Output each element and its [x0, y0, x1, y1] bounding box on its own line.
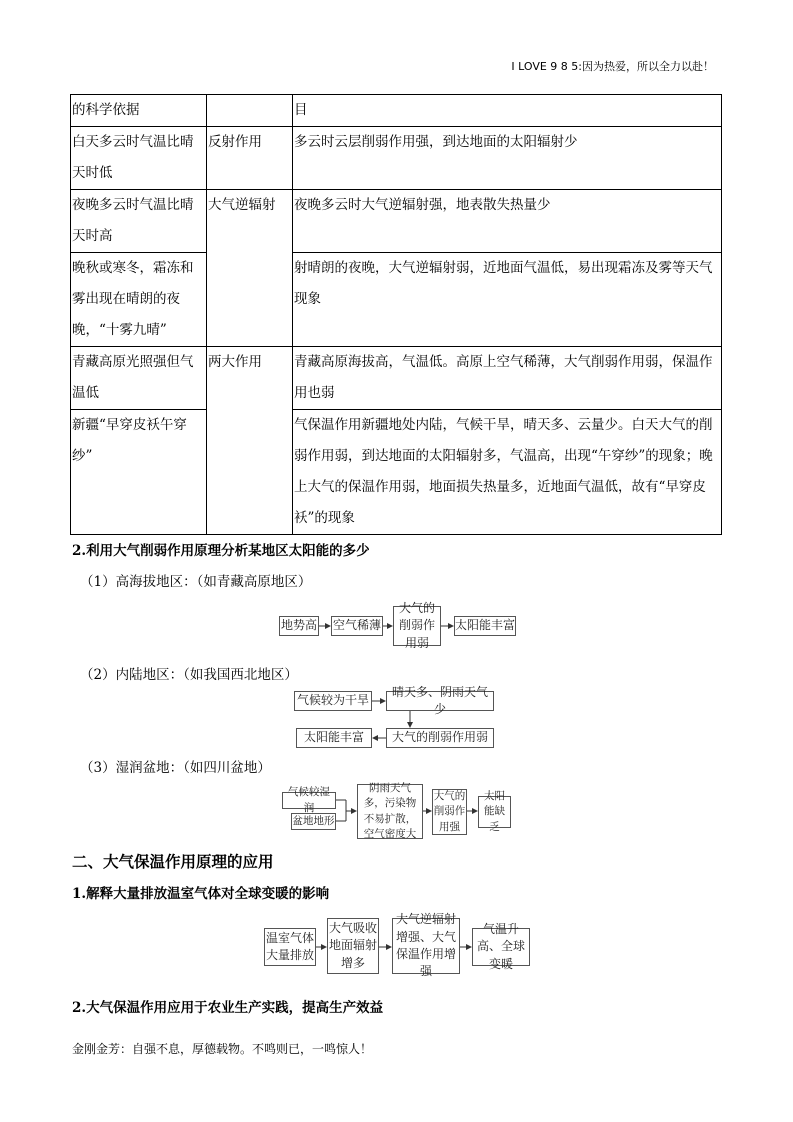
flow-box: 气温升高、全球变暖 — [472, 928, 530, 966]
flow-box: 大气逆辐射增强、大气保温作用增强 — [392, 918, 460, 974]
section-heading: 2.大气保温作用应用于农业生产实践，提高生产效益 — [72, 1000, 384, 1016]
flow-box: 太阳能丰富 — [296, 728, 372, 748]
table-cell: 大气逆辐射 — [207, 190, 293, 347]
flow-box: 空气稀薄 — [331, 616, 383, 636]
part-heading: 二、大气保温作用原理的应用 — [72, 852, 274, 871]
flow-box: 大气的削弱作用弱 — [386, 728, 494, 748]
flow-box: 太阳能丰富 — [454, 616, 516, 636]
table-row — [71, 127, 722, 190]
table-cell: 目 — [293, 95, 722, 127]
page-footer: 金刚金芳：自强不息，厚德载物。不鸣则已，一鸣惊人！ — [72, 1042, 373, 1056]
table-cell: 射晴朗的夜晚，大气逆辐射弱，近地面气温低，易出现霜冻及雾等天气现象 — [293, 253, 722, 347]
table-cell: 气保温作用新疆地处内陆，气候干旱，晴天多、云量少。白天大气的削弱作用弱，到达地面的太阳辐射多，气温高，出现“午穿纱”的现象；晚上大气的保温作用弱，地面损失热量多，近地面气温低，故有“早穿皮袄”的现象 — [293, 410, 722, 535]
application-table — [70, 94, 722, 535]
table-row — [71, 410, 722, 535]
table-cell: 新疆“早穿皮袄午穿纱” — [71, 410, 207, 535]
flow-box: 阴雨天气多，污染物不易扩散，空气密度大 — [357, 784, 423, 839]
flow-box: 气候较湿润 — [282, 792, 336, 809]
subsection-label: （3）湿润盆地：（如四川盆地） — [80, 760, 271, 776]
table-row — [71, 190, 722, 253]
table-cell: 反射作用 — [207, 127, 293, 190]
table-cell: 两大作用 — [207, 347, 293, 535]
flow-box: 温室气体大量排放 — [264, 928, 316, 966]
flow-box: 气候较为干旱 — [294, 691, 372, 711]
table-row — [71, 253, 722, 347]
table-cell: 晚秋或寒冬，霜冻和雾出现在晴朗的夜晚，“十雾九晴” — [71, 253, 207, 347]
table-row — [71, 347, 722, 410]
flow-box: 晴天多、阴雨天气少 — [386, 691, 494, 711]
table-cell: 多云时云层削弱作用强，到达地面的太阳辐射少 — [293, 127, 722, 190]
section-heading: 2.利用大气削弱作用原理分析某地区太阳能的多少 — [72, 543, 370, 559]
flow-box: 大气的削弱作用弱 — [393, 606, 441, 646]
table-cell: 青藏高原海拔高，气温低。高原上空气稀薄，大气削弱作用弱，保温作用也弱 — [293, 347, 722, 410]
table-cell — [207, 95, 293, 127]
section-heading: 1.解释大量排放温室气体对全球变暖的影响 — [72, 886, 330, 902]
table-row — [71, 95, 722, 127]
table-cell: 青藏高原光照强但气温低 — [71, 347, 207, 410]
page-header: I LOVE 9 8 5:因为热爱，所以全力以赴！ — [511, 60, 714, 73]
flow-box: 盆地地形 — [291, 813, 336, 830]
flow-box: 大气的削弱作用强 — [432, 789, 467, 835]
table-cell: 白天多云时气温比晴天时低 — [71, 127, 207, 190]
flow-box: 太阳能缺乏 — [478, 796, 511, 828]
subsection-label: （2）内陆地区：（如我国西北地区） — [80, 667, 298, 683]
table-cell: 夜晚多云时大气逆辐射强，地表散失热量少 — [293, 190, 722, 253]
table-cell: 的科学依据 — [71, 95, 207, 127]
flow-box: 地势高 — [279, 616, 319, 636]
subsection-label: （1）高海拔地区：（如青藏高原地区） — [80, 574, 312, 590]
flow-box: 大气吸收地面辐射增多 — [327, 918, 379, 974]
table-cell: 夜晚多云时气温比晴天时高 — [71, 190, 207, 253]
